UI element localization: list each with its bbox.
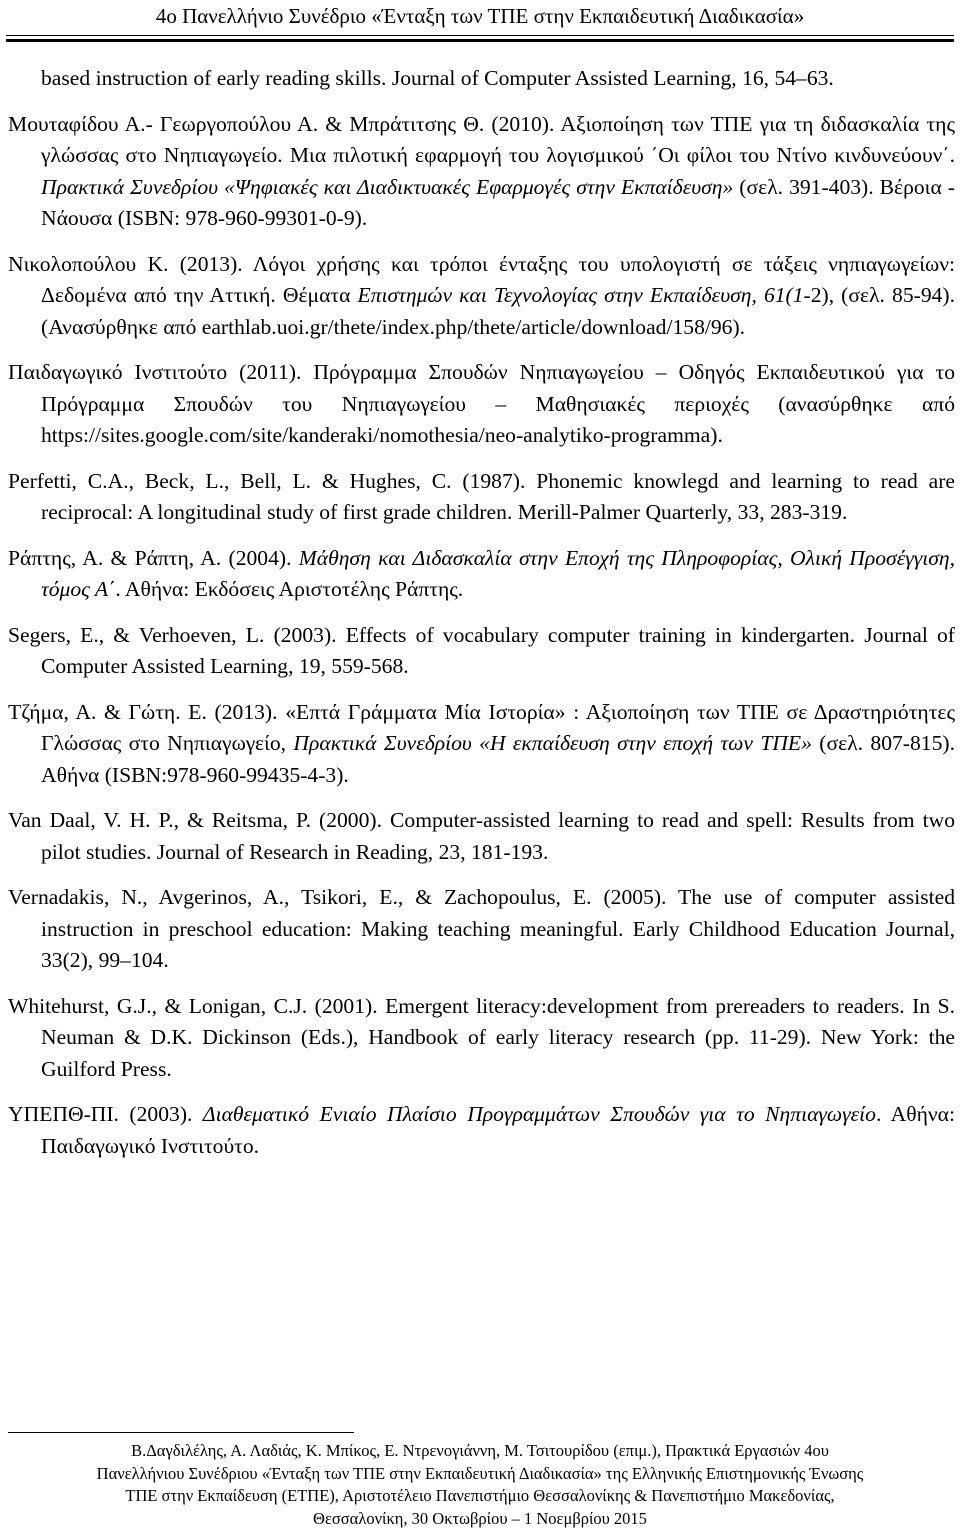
reference-van-daal [8, 805, 955, 868]
reference-continuation [8, 63, 955, 95]
page-footer [0, 1440, 960, 1530]
reference-text: Whitehurst, G.J., & Lonigan, C.J. (2001). Emergent literacy:development from prereaders to readers. In S. Neuman & D.K. Dickinson (Eds.), Handbook of early literacy research (pp. 11-29). New York: the Guilford Press. [8, 993, 955, 1081]
running-header [0, 2, 960, 30]
reference-text: (σελ. 807-815). Αθήνα (ISBN:978-960-99435-4-3). [41, 731, 955, 787]
reference-italic: Πρακτικά Συνεδρίου «Ψηφιακές και Διαδικτυακές Εφαρμογές στην Εκπαίδευση» [41, 174, 734, 199]
header-rule-thick [6, 39, 954, 42]
reference-text: (σελ. 391-403). Βέροια - Νάουσα (ISBN: 978-960-99301-0-9). [41, 174, 955, 230]
reference-italic: Μάθηση και Διδασκαλία στην Εποχή της Πληροφορίας, Ολική Προσέγγιση, τόμος Α΄ [41, 545, 955, 601]
header-title: 4ο Πανελλήνιο Συνέδριο «Ένταξη των ΤΠΕ στην Εκπαιδευτική Διαδικασία» [155, 4, 805, 28]
reference-pedagogical-institute [8, 357, 955, 452]
reference-text: Segers, E., & Verhoeven, L. (2003). Effects of vocabulary computer training in kindergarten. Journal of Computer Assisted Learning, 19, 559-568. [8, 622, 955, 678]
reference-italic: Επιστημών και Τεχνολογίας στην Εκπαίδευση, 61(1 [357, 283, 804, 307]
reference-raptis [8, 543, 955, 606]
footer-line: Β.Δαγδιλέλης, Α. Λαδιάς, Κ. Μπίκος, Ε. Ντρενογιάννη, Μ. Τσιτουρίδου (επιμ.), Πρακτικά Εργασιών 4ου [131, 1441, 829, 1460]
reference-text: . Αθήνα: Εκδόσεις Αριστοτέλης Ράπτης. [115, 577, 464, 601]
reference-tzima [8, 697, 955, 792]
reference-text: Van Daal, V. H. P., & Reitsma, P. (2000). Computer-assisted learning to read and spell: Results from two pilot studies. Journal of Research in Reading, 23, 181-193. [8, 808, 955, 864]
reference-text: based instruction of early reading skills. Journal of Computer Assisted Learning, 16, 54–63. [41, 66, 834, 90]
reference-nikolopoulou [8, 249, 955, 344]
reference-italic: Διαθεματικό Ενιαίο Πλαίσιο Προγραμμάτων Σπουδών για το Νηπιαγωγείο [202, 1102, 876, 1126]
reference-vernadakis [8, 882, 955, 977]
reference-segers [8, 620, 955, 683]
footer-line: ΤΠΕ στην Εκπαίδευση (ΕΤΠΕ), Αριστοτέλειο Πανεπιστήμιο Θεσσαλονίκης & Πανεπιστήμιο Μακεδονίας, [125, 1486, 835, 1505]
reference-italic: Πρακτικά Συνεδρίου «Η εκπαίδευση στην εποχή των ΤΠΕ» [293, 731, 812, 755]
reference-ypepth [8, 1099, 955, 1162]
reference-whitehurst [8, 991, 955, 1086]
reference-text: . Αθήνα: Παιδαγωγικό Ινστιτούτο. [41, 1102, 955, 1158]
footer-line: Θεσσαλονίκη, 30 Οκτωβρίου – 1 Νοεμβρίου 2015 [313, 1508, 647, 1528]
reference-text: Perfetti, C.A., Beck, L., Bell, L. & Hughes, C. (1987). Phonemic knowlegd and learning to read are reciprocal: A longitudinal study of first grade children. Merill-Palmer Quarterly, 33, 283-319. [8, 468, 955, 524]
reference-text: Τζήμα, Α. & Γώτη. Ε. (2013). «Επτά Γράμματα Μία Ιστορία» : Αξιοποίηση των ΤΠΕ σε Δραστηριότητες Γλώσσας στο Νηπιαγωγείο, [8, 699, 955, 755]
reference-list [8, 63, 955, 1162]
reference-text: Παιδαγωγικό Ινστιτούτο (2011). Πρόγραμμα Σπουδών Νηπιαγωγείου – Οδηγός Εκπαιδευτικού για το Πρόγραμμα Σπουδών του Νηπιαγωγείου – Μαθησιακές περιοχές (ανασύρθηκε από https://sites.google.com/site/kanderaki/nomothesia/neo-analytiko-programma). [8, 360, 955, 447]
reference-text: ΥΠΕΠΘ-ΠΙ. (2003). [8, 1102, 203, 1126]
footer-line: Πανελλήνιου Συνέδριου «Ένταξη των ΤΠΕ στην Εκπαιδευτική Διαδικασία» της Ελληνικής Επιστημονικής Ένωσης [96, 1463, 864, 1483]
reference-text: Vernadakis, N., Avgerinos, A., Tsikori, E., & Zachopoulus, E. (2005). The use of computer assisted instruction in preschool education: Making teaching meaningful. Early Childhood Education Journal, 33(2), 99–104. [8, 885, 955, 972]
reference-moutafidou [8, 109, 955, 235]
reference-perfetti [8, 466, 955, 529]
header-rule-thin [6, 35, 954, 36]
reference-text: Νικολοπούλου Κ. (2013). Λόγοι χρήσης και τρόποι ένταξης του υπολογιστή σε τάξεις νηπιαγωγείων: Δεδομένα από την Αττική. Θέματα [8, 251, 955, 307]
reference-text: Μουταφίδου Α.- Γεωργοπούλου Α. & Μπράτιτσης Θ. (2010). Αξιοποίηση των ΤΠΕ για τη διδασκαλία της γλώσσας στο Νηπιαγωγείο. Μια πιλοτική εφαρμογή του λογισμικού ΄Οι φίλοι του Ντίνο κινδυνεύουν΄. [8, 111, 955, 167]
reference-text: -2), (σελ. 85-94). (Ανασύρθηκε από earthlab.uoi.gr/thete/index.php/thete/article/download/158/96). [41, 283, 955, 339]
reference-text: Ράπτης, Α. & Ράπτη, Α. (2004). [8, 545, 299, 570]
footer-rule [8, 1432, 354, 1433]
